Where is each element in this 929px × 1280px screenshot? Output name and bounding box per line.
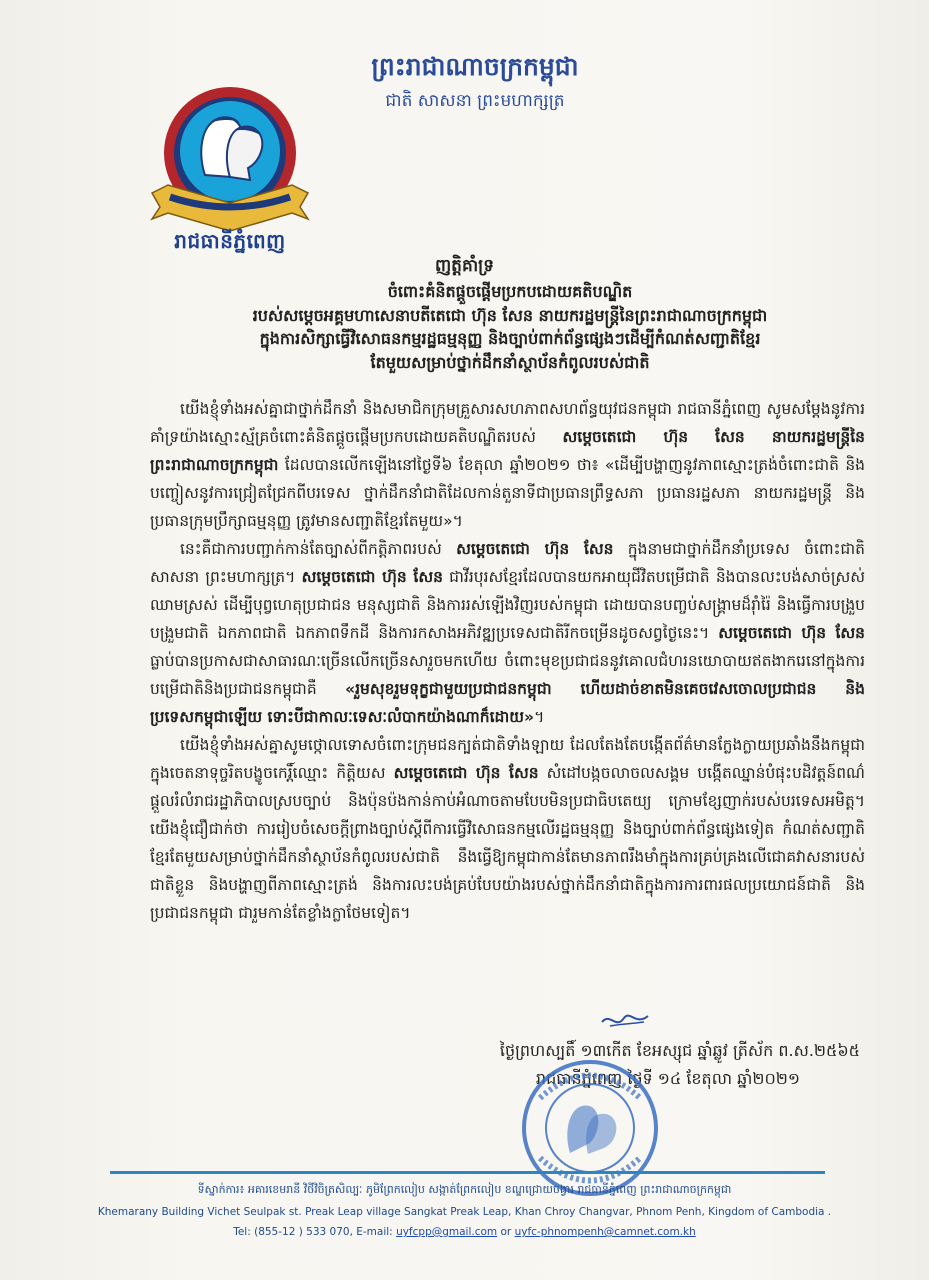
bold-run: សម្ដេចតេជោ ហ៊ុន សែន: [456, 540, 614, 558]
bold-run: សម្ដេចតេជោ ហ៊ុន សែន នាយករដ្ឋមន្ត្រីនៃព្រះរាជាណាចក្រកម្ពុជា: [150, 428, 866, 474]
text-run: ។: [534, 708, 545, 726]
paragraph-2: [150, 535, 865, 731]
tel-text: Tel: (855-12 ) 533 070, E-mail:: [233, 1226, 397, 1238]
title-line: ក្នុងការសិក្សាធ្វើវិសោធនកម្មរដ្ឋធម្មនុញ្ញ និងច្បាប់ពាក់ព័ន្ធផ្សេងៗដើម្បីកំណត់សញ្ជាតិខ្មែរ: [259, 329, 761, 348]
text-run: នេះគឺជាការបញ្ជាក់កាន់តែច្បាស់ពីកត្តិភាពរបស់: [180, 540, 457, 558]
bold-run: សម្ដេចតេជោ ហ៊ុន សែន: [301, 568, 443, 586]
organization-logo: [150, 85, 310, 235]
kingdom-heading: ព្រះរាជាណាចក្រកម្ពុជា: [371, 52, 579, 81]
document-label: ញត្តិគាំទ្រ: [434, 256, 495, 276]
bold-run: សម្ដេចតេជោ ហ៊ុន សែន: [393, 764, 539, 782]
official-stamp: [510, 1058, 670, 1198]
title-line: របស់សម្ដេចអគ្គមហាសេនាបតីតេជោ ហ៊ុន សែន នាយករដ្ឋមន្ត្រីនៃព្រះរាជាណាចក្រកម្ពុជា: [252, 305, 768, 325]
lunar-date: ថ្ងៃព្រហស្បតិ៍ ១៣កើត ខែអស្សុជ ឆ្នាំឆ្លូវ ត្រីស័ក ព.ស.២៥៦៥: [499, 1041, 860, 1060]
solar-date: រាជធានីភ្នំពេញ ថ្ងៃទី ១៤ ខែតុលា ឆ្នាំ២០២១: [535, 1069, 800, 1088]
paragraph-1: [150, 395, 865, 535]
text-run: ជាវីរបុរសខ្មែរដែលបានយកអាយុជីវិតបម្រើជាតិ និងបានលះបង់សាច់ស្រស់ឈាមស្រស់ ដើម្បីបុព្វហេតុប្រជាជន មនុស្សជាតិ និងការរស់ឡើងវិញរបស់កម្ពុជា ដោយបានបញ្ចប់សង្គ្រាមដ៏រ៉ាំរ៉ៃ និងធ្វើការបង្រួបបង្រួមជាតិ ឯកភាពជាតិ ឯកភាពទឹកដី និងការកសាងអភិវឌ្ឍប្រទេសជាតិរីកចម្រើនដូចសព្វថ្ងៃនេះ។: [150, 568, 865, 642]
footer-address-en: Khemarany Building Vichet Seulpak st. Preak Leap village Sangkat Preak Leap, Khan Chroy Changvar, Phnom Penh, Kingdom of Cambodia .: [97, 1206, 832, 1218]
title-line: តែមួយសម្រាប់ថ្នាក់ដឹកនាំស្ថាប័នកំពូលរបស់ជាតិ: [370, 352, 650, 372]
logo-city-caption: រាជធានីភ្នំពេញ: [174, 229, 286, 253]
document-title: [150, 280, 870, 374]
footer-divider: [110, 1171, 825, 1174]
text-run: ក្នុងនាមជាថ្នាក់ដឹកនាំប្រទេស ចំពោះជាតិ សាសនា ព្រះមហាក្សត្រ។: [150, 540, 866, 586]
footer-contact: [0, 1226, 929, 1238]
email-link-2[interactable]: uyfc-phnompenh@camnet.com.kh: [514, 1226, 696, 1238]
signature-mark: [600, 1008, 650, 1032]
text-run: យើងខ្ញុំទាំងអស់គ្នាជាថ្នាក់ដឹកនាំ និងសមាជិកក្រុមគ្រួសារសហភាពសហព័ន្ធយុវជនកម្ពុជា រាជធានីភ្នំពេញ សូមសម្ដែងនូវការគាំទ្រយ៉ាងស្មោះស្ម័គ្រចំពោះគំនិតផ្ដួចផ្ដើមប្រកបដោយគតិបណ្ឌិតរបស់: [150, 400, 865, 446]
footer-address-kh: ទីស្នាក់ការ៖ អគារខេមរានី វិថីវិចិត្រសិល្បៈ ភូមិព្រែកលៀប សង្កាត់ព្រែកលៀប ខណ្ឌជ្រោយចង្វារ រាជធានីភ្នំពេញ ព្រះរាជាណាចក្រកម្ពុជា: [197, 1183, 732, 1196]
title-line: ចំពោះគំនិតផ្ដួចផ្ដើមប្រកបដោយគតិបណ្ឌិត: [387, 282, 633, 301]
email-link-1[interactable]: uyfcpp@gmail.com: [396, 1226, 498, 1238]
national-motto: ជាតិ សាសនា ព្រះមហាក្សត្រ: [385, 91, 565, 111]
paragraph-3: [150, 731, 865, 927]
bold-run: «រួមសុខរួមទុក្ខជាមួយប្រជាជនកម្ពុជា ហើយដាច់ខាតមិនគេចវេសចោលប្រជាជន និងប្រទេសកម្ពុជាឡើយ ទោះបីជាកាលៈទេសៈលំបាកយ៉ាងណាក៏ដោយ»: [150, 680, 865, 726]
text-run: ធ្លាប់បានប្រកាសជាសាធារណៈច្រើនលើកច្រើនសារួចមកហើយ ចំពោះមុខប្រជាជននូវគោលជំហរនយោបាយឥតងាករេនៅក្នុងការបម្រើជាតិនិងប្រជាជនកម្ពុជាគឺ: [150, 652, 865, 698]
text-run: យើងខ្ញុំទាំងអស់គ្នាសូមថ្កោលទោសចំពោះក្រុមជនក្បត់ជាតិទាំងឡាយ ដែលតែងតែបង្កើតព័ត៌មានក្លែងក្លាយប្រឆាំងនឹងកម្ពុជា ក្នុងចេតនាទុច្ចរិតបង្ខូចកេរ្តិ៍ឈ្មោះ កិត្តិយស: [150, 736, 865, 782]
text-run: ដែលបានលើកឡើងនៅថ្ងៃទី៦ ខែតុលា ឆ្នាំ២០២១ ថា៖ «ដើម្បីបង្ហាញនូវភាពស្មោះត្រង់ចំពោះជាតិ និងបញ្ចៀសនូវការជ្រៀតជ្រែកពីបរទេស ថ្នាក់ដឹកនាំជាតិដែលកាន់តួនាទីជាប្រធានព្រឹទ្ធសភា ប្រធានរដ្ឋសភា នាយករដ្ឋមន្ត្រី និងប្រធានក្រុមប្រឹក្សាធម្មនុញ្ញ ត្រូវមានសញ្ជាតិខ្មែរតែមួយ»។: [150, 456, 865, 530]
text-run: សំដៅបង្កចលាចលសង្គម បង្កើតឈ្នាន់បំផុះបដិវត្តន៍ពណ៌ ផ្ដួលរំលំរាជរដ្ឋាភិបាលស្របច្បាប់ និងប៉ុនប៉ងកាន់កាប់អំណាចតាមបែបមិនប្រជាធិបតេយ្យ ក្រោមខ្សែញាក់របស់បរទេសអមិត្ត។ យើងខ្ញុំជឿជាក់ថា ការរៀបចំសេចក្ដីព្រាងច្បាប់ស្ដីពីការធ្វើវិសោធនកម្មលើរដ្ឋធម្មនុញ្ញ និងច្បាប់ពាក់ព័ន្ធផ្សេងទៀត កំណត់សញ្ជាតិខ្មែរតែមួយសម្រាប់ថ្នាក់ដឹកនាំស្ថាប័នកំពូលរបស់ជាតិ នឹងធ្វើឱ្យកម្ពុជាកាន់តែមានភាពរឹងមាំក្នុងការគ្រប់គ្រងលើជោគវាសនារបស់ជាតិខ្លួន និងបង្ហាញពីភាពស្មោះត្រង់ និងការលះបង់គ្រប់បែបយ៉ាងរបស់ថ្នាក់ដឹកនាំជាតិក្នុងការការពារផលប្រយោជន៍ជាតិ និងប្រជាជនកម្ពុជា ជារួមកាន់តែខ្លាំងក្លាថែមទៀត។: [150, 764, 865, 922]
bold-run: សម្ដេចតេជោ ហ៊ុន សែន: [718, 624, 865, 642]
or-text: or: [497, 1226, 515, 1238]
document-body: [150, 395, 865, 927]
